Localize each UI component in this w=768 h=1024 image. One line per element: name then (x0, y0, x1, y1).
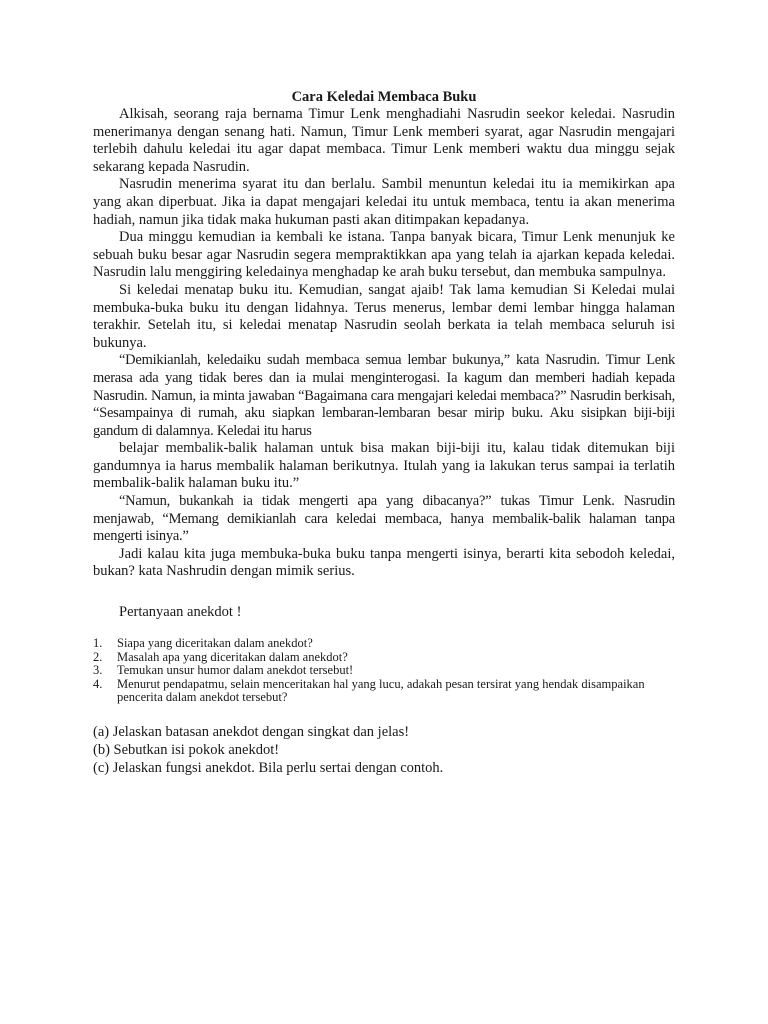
story-paragraph: belajar membalik-balik halaman untuk bisa makan biji-biji itu, kalau tidak ditemukan biji gandumnya ia harus membalik halaman berikutnya. Itulah yang ia lakukan terus sampai ia terlatih membalik-balik halaman buku itu.” (93, 440, 675, 492)
question-text: Temukan unsur humor dalam anekdot tersebut! (117, 663, 354, 678)
question-number: 3. (93, 663, 103, 678)
question-number: 4. (93, 676, 103, 691)
list-item (93, 637, 675, 651)
list-item (93, 678, 675, 705)
task-item: (c) Jelaskan fungsi anekdot. Bila perlu sertai dengan contoh. (93, 759, 444, 776)
question-text: Menurut pendapatmu, selain menceritakan hal yang lucu, adakah pesan tersirat yang hendak disampaikan pencerita dalam anekdot tersebut? (117, 676, 645, 705)
question-list (93, 637, 675, 705)
task-list (93, 723, 675, 777)
document-title: Cara Keledai Membaca Buku (291, 89, 477, 105)
story-paragraph: Alkisah, seorang raja bernama Timur Lenk menghadiahi Nasrudin seekor keledai. Nasrudin menerimanya dengan senang hati. Namun, Timur Lenk memberi syarat, agar Nasrudin mengajari terlebih dahulu keledai itu agar dapat membaca. Timur Lenk memberi waktu dua minggu sejak sekarang kepada Nasrudin. (93, 106, 675, 175)
story-paragraph: Jadi kalau kita juga membuka-buka buku tanpa mengerti isinya, berarti kita sebodoh keledai, bukan? kata Nashrudin dengan mimik serius. (93, 545, 675, 580)
task-item: (a) Jelaskan batasan anekdot dengan singkat dan jelas! (93, 723, 410, 740)
story-paragraph: Si keledai menatap buku itu. Kemudian, sangat ajaib! Tak lama kemudian Si Keledai mulai membuka-buka buku itu dengan lidahnya. Terus menerus, lembar demi lembar hingga halaman terakhir. Setelah itu, si keledai menatap Nasrudin seolah berkata ia telah membaca seluruh isi bukunya. (93, 281, 675, 351)
story-paragraph: “Namun, bukankah ia tidak mengerti apa yang dibacanya?” tukas Timur Lenk. Nasrudin menjawab, “Memang demikianlah cara keledai membaca, hanya membalik-balik halaman tanpa mengerti isinya.” (93, 493, 675, 545)
document-page (93, 88, 675, 777)
list-item (93, 651, 675, 665)
list-item (93, 664, 675, 678)
question-text: Masalah apa yang diceritakan dalam anekdot? (117, 649, 348, 664)
task-item: (b) Sebutkan isi pokok anekdot! (93, 741, 280, 758)
question-number: 1. (93, 636, 103, 651)
story-paragraph: Nasrudin menerima syarat itu dan berlalu. Sambil menuntun keledai itu ia memikirkan apa yang akan diperbuat. Jika ia dapat mengajari keledai itu untuk membaca, tentu ia akan menerima hadiah, namun jika tidak maka hukuman pasti akan ditimpakan kepadanya. (93, 176, 675, 228)
story-paragraph: Dua minggu kemudian ia kembali ke istana. Tanpa banyak bicara, Timur Lenk menunjuk ke sebuah buku besar agar Nasrudin segera mempraktikkan apa yang telah ia ajarkan kepada keledai. Nasrudin lalu menggiring keledainya menghadap ke arah buku tersebut, dan membuka sampulnya. (93, 229, 675, 281)
story-paragraph: “Demikianlah, keledaiku sudah membaca semua lembar bukunya,” kata Nasrudin. Timur Lenk merasa ada yang tidak beres dan ia mulai menginterogasi. Ia kagum dan memberi hadiah kepada Nasrudin. Namun, ia minta jawaban “Bagaimana cara mengajari keledai membaca?” Nasrudin berkisah, “Sesampainya di rumah, aku siapkan lembaran-lembaran besar mirip buku. Aku sisipkan biji-biji gandum di dalamnya. Keledai itu harus (93, 352, 675, 439)
question-text: Siapa yang diceritakan dalam anekdot? (117, 636, 313, 651)
questions-heading: Pertanyaan anekdot ! (119, 604, 242, 621)
question-number: 2. (93, 649, 103, 664)
